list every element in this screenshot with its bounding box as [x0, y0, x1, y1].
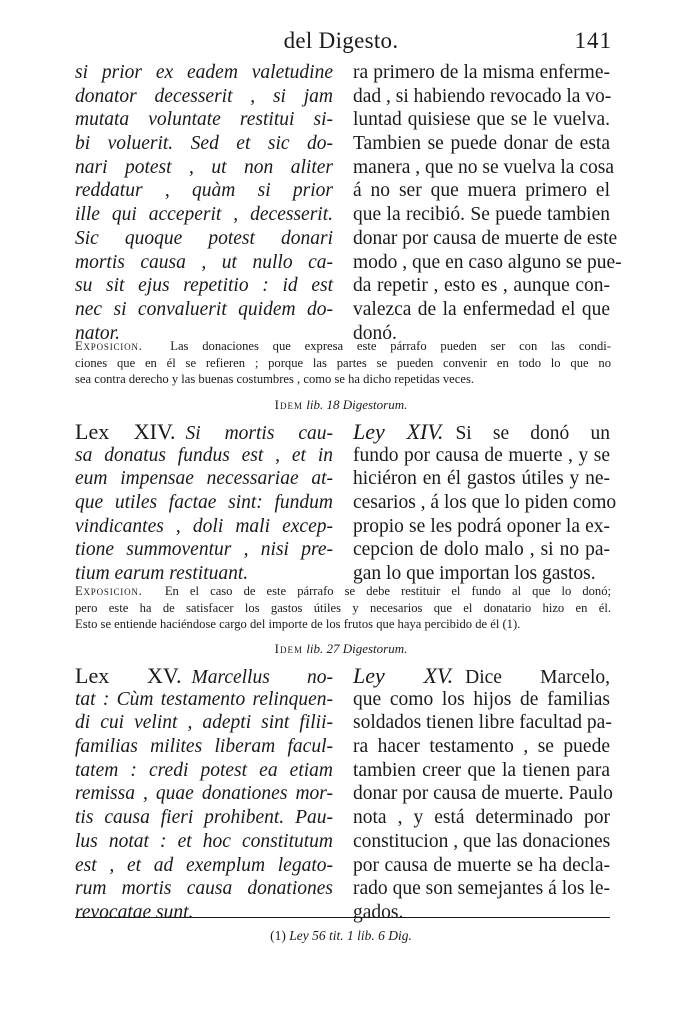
latin-line: vindicantes , doli mali excep- — [75, 515, 333, 537]
spanish-line: cesarios , á los que lo piden como — [353, 492, 617, 514]
source-citation: Idem lib. 18 Digestorum. — [274, 397, 408, 412]
spanish-line: constitucion , que las donaciones — [353, 830, 611, 852]
footnote-text: Ley 56 tit. 1 lib. 6 Dig. — [289, 928, 412, 943]
spanish-line: fundo por causa de muerte , y se — [353, 444, 610, 466]
ley-heading: Ley XV. — [353, 663, 454, 688]
spanish-line: gan lo que importan los gastos. — [353, 563, 596, 585]
spanish-line: que como los hijos de familias — [353, 688, 610, 710]
latin-column — [75, 664, 333, 925]
exposition-line: ciones que en él se refieren ; porque las partes se pueden convenir en todo lo que no — [75, 355, 611, 370]
latin-line: reddatur , quàm si prior — [75, 180, 333, 202]
latin-line: bi voluerit. Sed et sic do- — [75, 133, 333, 155]
latin-line: remissa , quae donationes mor- — [75, 783, 333, 805]
spanish-line: Ley XIV. Si se donó un — [353, 419, 610, 444]
spanish-line: ra hacer testamento , se puede — [353, 736, 610, 758]
spanish-line: que la recibió. Se puede tambien — [353, 204, 610, 226]
latin-line: que utiles factae sint: fundum — [75, 492, 333, 514]
latin-line: rum mortis causa donationes — [75, 878, 333, 900]
latin-line: tione summoventur , nisi pre- — [75, 539, 333, 561]
spanish-line: donar por causa de muerte de este — [353, 227, 618, 249]
latin-line: di cui velint , adepti sint filii- — [75, 712, 333, 734]
latin-line: tium earum restituant. — [75, 563, 249, 585]
law-heading: Lex XIV. — [75, 419, 176, 444]
latin-line: mutata voluntate restitui si- — [75, 109, 333, 131]
spanish-line: manera , que no se vuelva la cosa — [353, 156, 614, 178]
latin-line: mortis causa , ut nullo ca- — [75, 251, 333, 273]
footnote — [0, 928, 682, 944]
latin-line: lus notat : et hoc constitutum — [75, 830, 333, 852]
footnote-marker: (1) — [270, 928, 286, 943]
running-header: del Digesto. — [283, 28, 399, 53]
latin-line: tat : Cùm testamento relinquen- — [75, 688, 333, 710]
exposition-line: Exposicion. En el caso de este párrafo se debe restituir el fundo al que lo donó; — [75, 584, 612, 598]
latin-column — [75, 61, 333, 345]
spanish-line: ra primero de la misma enferme- — [353, 62, 610, 83]
spanish-column — [353, 419, 617, 586]
spanish-column — [353, 663, 613, 925]
spanish-line: Ley XV. Dice Marcelo, — [353, 663, 610, 688]
spanish-line: dad , si habiendo revocado la vo- — [353, 85, 612, 107]
spanish-line: luntad quisiese que se le vuelva. — [353, 109, 610, 131]
latin-line: tis causa fieri prohibent. Pau- — [75, 807, 333, 829]
exposition-note — [75, 583, 611, 633]
exposition-line: pero este ha de satisfacer los gastos útiles y necesarios que el donatario hizo en él. — [75, 600, 611, 615]
latin-column — [75, 420, 333, 586]
spanish-line: á no ser que muera primero el — [353, 180, 610, 202]
spanish-line: valezca de la enfermedad el que — [353, 298, 610, 320]
spanish-line: por causa de muerte se ha decla- — [353, 854, 610, 876]
latin-line: tatem : credi potest ea etiam — [75, 759, 333, 781]
latin-line: donator decesserit , si jam — [75, 85, 333, 107]
spanish-line: nota , y está determinado por — [353, 807, 610, 829]
latin-line: nator. — [75, 322, 120, 344]
spanish-line: tambien creer que la tienen para — [353, 759, 610, 781]
exposition-label: Exposicion. — [75, 339, 143, 353]
spanish-line: donó. — [353, 322, 397, 344]
latin-line: nari potest , ut non aliter — [75, 156, 333, 178]
exposition-line: sea contra derecho y las buenas costumbres , como se ha dicho repetidas veces. — [75, 372, 475, 386]
spanish-line: cepcion de dolo malo , si no pa- — [353, 539, 610, 561]
spanish-line: rado que son semejantes á los le- — [353, 878, 610, 900]
spanish-line: soldados tienen libre facultad pa- — [353, 712, 612, 734]
spanish-line: gados. — [353, 901, 404, 923]
latin-line: ille qui acceperit , decesserit. — [75, 204, 333, 226]
exposition-line: Exposicion. Las donaciones que expresa este párrafo pueden ser con las condi- — [75, 339, 612, 353]
latin-line: eum impensae necessariae at- — [75, 468, 333, 490]
latin-line: su sit ejus repetitio : id est — [75, 275, 333, 297]
latin-line: Lex XIV. Si mortis cau- — [75, 419, 333, 444]
spanish-line: modo , que en caso alguno se pue- — [353, 251, 622, 273]
law-heading: Lex XV. — [75, 663, 182, 688]
latin-line: nec si convaluerit quidem do- — [75, 298, 333, 320]
spanish-line: propio se les podrá oponer la ex- — [353, 515, 610, 537]
ley-heading: Ley XIV. — [353, 419, 444, 444]
latin-line: sa donatus fundus est , et in — [75, 444, 333, 466]
footnote-rule — [75, 917, 610, 918]
spanish-column — [353, 61, 622, 345]
latin-line: familias milites liberam facul- — [75, 736, 333, 758]
latin-line: Lex XV. Marcellus no- — [75, 663, 333, 688]
latin-line: revocatae sunt. — [75, 901, 194, 923]
latin-line: si prior ex eadem valetudine — [75, 62, 333, 83]
spanish-line: hiciéron en él gastos útiles y ne- — [353, 468, 610, 490]
source-citation: Idem lib. 27 Digestorum. — [274, 641, 408, 656]
latin-line: est , et ad exemplum legato- — [75, 854, 333, 876]
page-number: 141 — [574, 28, 612, 53]
spanish-line: donar por causa de muerte. Paulo — [353, 783, 613, 805]
exposition-line: Esto se entiende haciéndose cargo del importe de los frutos que haya percibido de él (1). — [75, 617, 521, 631]
exposition-note — [75, 338, 611, 388]
exposition-label: Exposicion. — [75, 584, 143, 598]
latin-line: Sic quoque potest donari — [75, 227, 333, 249]
spanish-line: da repetir , esto es , aunque con- — [353, 275, 610, 297]
spanish-line: Tambien se puede donar de esta — [353, 133, 610, 155]
